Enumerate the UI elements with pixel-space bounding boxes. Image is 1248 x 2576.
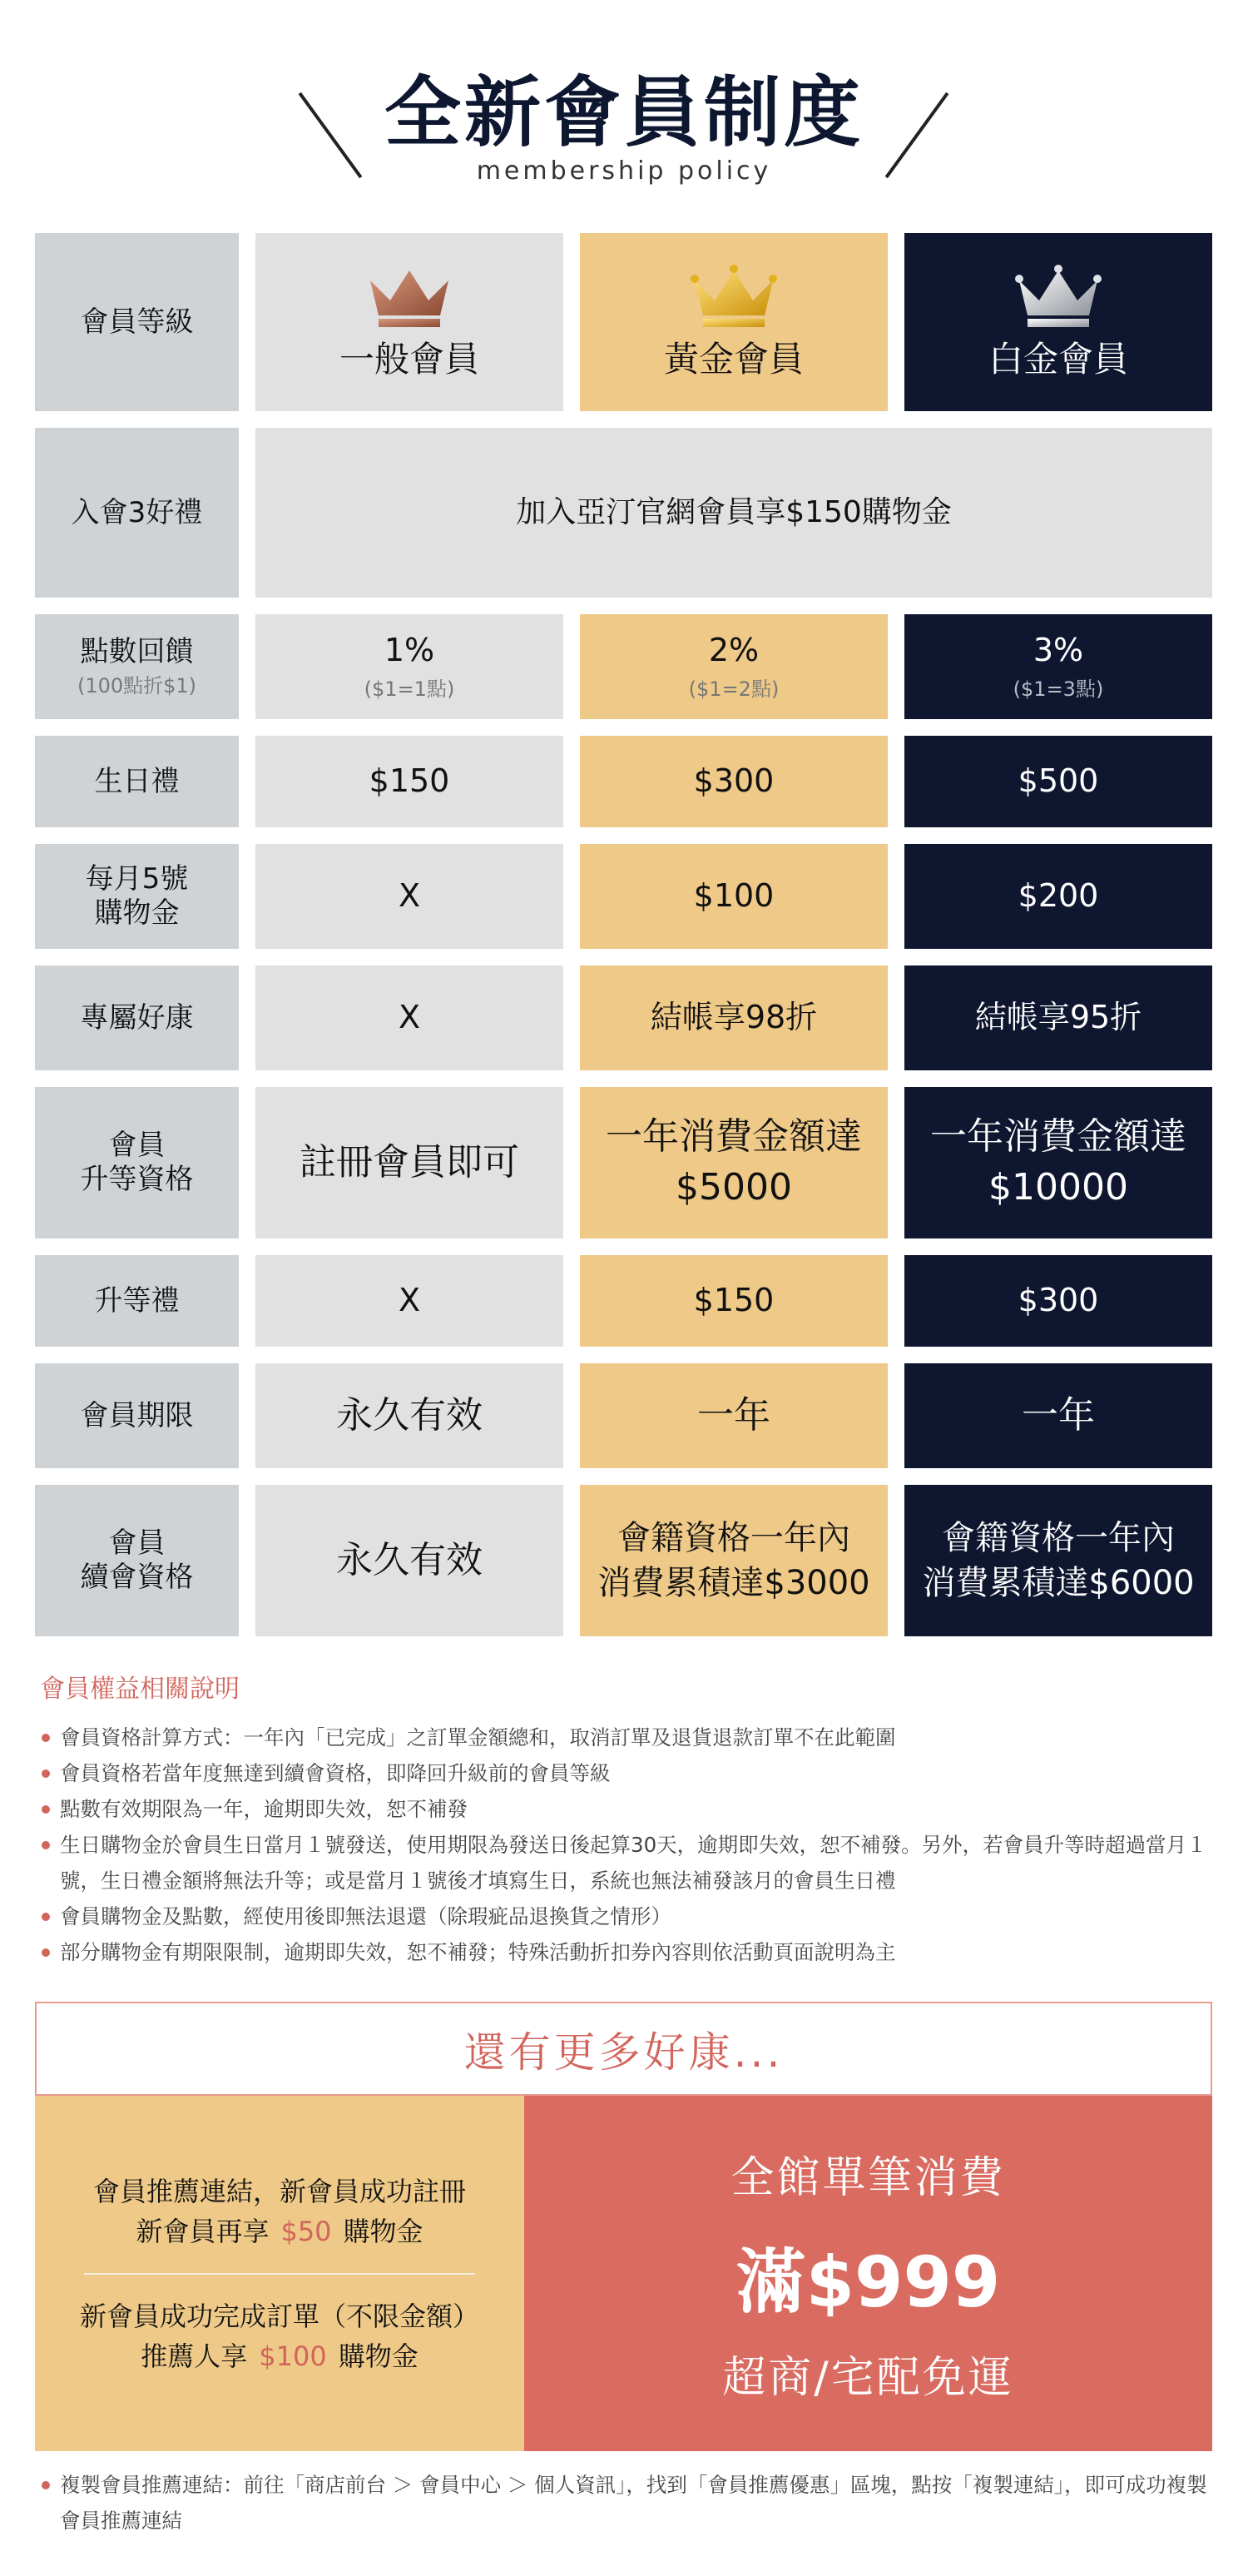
tier-gold: [580, 233, 888, 411]
row-label-welcome: 入會3好禮: [35, 428, 239, 598]
renewal-platinum: [904, 1485, 1212, 1636]
referral-text: 新會員再享: [136, 2215, 270, 2247]
points-value: 2%: [708, 631, 760, 668]
referral-line4: [141, 2336, 418, 2376]
upgrade-req-standard: 註冊會員即可: [255, 1087, 563, 1238]
points-platinum: [904, 614, 1212, 719]
note-item: 複製會員推薦連結：前往「商店前台 ＞ 會員中心 ＞ 個人資訊」，找到「會員推薦優惠」區塊，點按「複製連結」，即可成功複製會員推薦連結: [40, 2467, 1221, 2539]
note-item: 會員購物金及點數，經使用後即無法退還（除瑕疵品退換貨之情形）: [40, 1898, 1221, 1934]
note-item: 會員資格若當年度無達到續會資格，即降回升級前的會員等級: [40, 1755, 1221, 1791]
referral-amount: $100: [259, 2340, 327, 2372]
note-item: 點數有效期限為一年，逾期即失效，恕不補發: [40, 1791, 1221, 1827]
note-item: 生日購物金於會員生日當月１號發送，使用期限為發送日後起算30天，逾期即失效，恕不補發。另外，若會員升等時超過當月１號，生日禮金額將無法升等；或是當月１號後才填寫生日，系統也無法補發該月的會員生日禮: [40, 1827, 1221, 1898]
upgrade-req-platinum: [904, 1087, 1212, 1238]
row-label-upgrade-gift: 升等禮: [35, 1255, 239, 1347]
monthly-gold: $100: [580, 844, 888, 949]
period-standard: 永久有效: [255, 1363, 563, 1468]
points-sub: ($1=2點): [688, 678, 780, 702]
upgrade-gift-standard: X: [255, 1255, 563, 1347]
renewal-label-line1: 會員: [108, 1526, 166, 1561]
free-shipping-panel: [524, 2096, 1212, 2451]
monthly-platinum: $200: [904, 844, 1212, 949]
referral-line2: [136, 2211, 423, 2251]
referral-text: 購物金: [338, 2340, 418, 2372]
monthly-label-line2: 購物金: [94, 896, 180, 930]
upgrade-req-line2: $5000: [676, 1166, 792, 1209]
row-label-level: 會員等級: [35, 233, 239, 411]
referral-line3: 新會員成功完成訂單（不限金額）: [79, 2300, 479, 2332]
notes-title: 會員權益相關說明: [40, 1675, 240, 1704]
upgrade-gift-gold: $150: [580, 1255, 888, 1347]
points-value: 3%: [1033, 631, 1084, 668]
promo-threshold: 滿$999: [735, 2241, 1001, 2323]
promo-line3: 超商/宅配免運: [722, 2353, 1014, 2403]
row-label-birthday: 生日禮: [35, 736, 239, 827]
referral-divider: [84, 2273, 475, 2275]
page-header: [0, 0, 1248, 208]
exclusive-standard: X: [255, 965, 563, 1070]
monthly-standard: X: [255, 844, 563, 949]
more-benefits-header: [35, 2002, 1212, 2096]
tier-platinum: [904, 233, 1212, 411]
row-label-upgrade-req: [35, 1087, 239, 1238]
upgrade-req-line1: 一年消費金額達: [606, 1115, 862, 1159]
renewal-line1: 會籍資格一年內: [942, 1519, 1175, 1557]
note-item: 會員資格計算方式：一年內「已完成」之訂單金額總和，取消訂單及退貨退款訂單不在此範圍: [40, 1720, 1221, 1755]
period-platinum: 一年: [904, 1363, 1212, 1468]
referral-amount: $50: [280, 2215, 332, 2247]
platinum-crown-icon: [1013, 264, 1104, 330]
row-label-exclusive: 專屬好康: [35, 965, 239, 1070]
renewal-line2: 消費累積達$3000: [597, 1564, 870, 1602]
renewal-standard: 永久有效: [255, 1485, 563, 1636]
referral-panel: [35, 2096, 524, 2451]
row-label-renewal: [35, 1485, 239, 1636]
points-label: 點數回饋: [80, 635, 194, 669]
referral-line1: 會員推薦連結，新會員成功註冊: [92, 2175, 466, 2207]
referral-text: 推薦人享: [141, 2340, 248, 2372]
note-item: 部分購物金有期限限制，逾期即失效，恕不補發；特殊活動折扣券內容則依活動頁面說明為主: [40, 1934, 1221, 1970]
points-sub: ($1=1點): [364, 678, 455, 702]
monthly-label-line1: 每月5號: [85, 862, 189, 896]
benefit-notes: [40, 1668, 1221, 1970]
tier-standard: [255, 233, 563, 411]
renewal-line1: 會籍資格一年內: [617, 1519, 850, 1557]
exclusive-gold: 結帳享98折: [580, 965, 888, 1070]
points-sub: ($1=3點): [1013, 678, 1104, 702]
upgrade-req-gold: [580, 1087, 888, 1238]
tier-name-standard: 一般會員: [339, 338, 479, 380]
referral-text: 購物金: [343, 2215, 423, 2247]
points-standard: [255, 614, 563, 719]
upgrade-req-label-line1: 會員: [108, 1129, 166, 1163]
bronze-crown-icon: [364, 264, 455, 330]
upgrade-req-line1: 一年消費金額達: [930, 1115, 1186, 1159]
referral-instructions: [40, 2467, 1221, 2539]
exclusive-platinum: 結帳享95折: [904, 965, 1212, 1070]
renewal-gold: [580, 1485, 888, 1636]
tier-name-platinum: 白金會員: [988, 338, 1128, 380]
birthday-gold: $300: [580, 736, 888, 827]
points-value: 1%: [384, 631, 435, 668]
upgrade-req-line2: $10000: [988, 1166, 1128, 1209]
welcome-gift-value: 加入亞汀官網會員享$150購物金: [255, 428, 1212, 598]
renewal-line2: 消費累積達$6000: [922, 1564, 1195, 1602]
page-subtitle: membership policy: [476, 156, 772, 186]
points-label-sub: (100點折$1): [77, 674, 197, 697]
upgrade-gift-platinum: $300: [904, 1255, 1212, 1347]
row-label-period: 會員期限: [35, 1363, 239, 1468]
points-gold: [580, 614, 888, 719]
row-label-points: [35, 614, 239, 719]
birthday-standard: $150: [255, 736, 563, 827]
page-title: 全新會員制度: [384, 68, 864, 157]
promo-line1: 全館單筆消費: [730, 2153, 1006, 2203]
renewal-label-line2: 續會資格: [80, 1561, 194, 1594]
upgrade-req-label-line2: 升等資格: [80, 1163, 194, 1196]
period-gold: 一年: [580, 1363, 888, 1468]
tier-name-gold: 黃金會員: [663, 338, 804, 380]
birthday-platinum: $500: [904, 736, 1212, 827]
more-benefits-title: 還有更多好康...: [463, 2028, 784, 2077]
gold-crown-icon: [688, 264, 780, 330]
row-label-monthly: [35, 844, 239, 949]
